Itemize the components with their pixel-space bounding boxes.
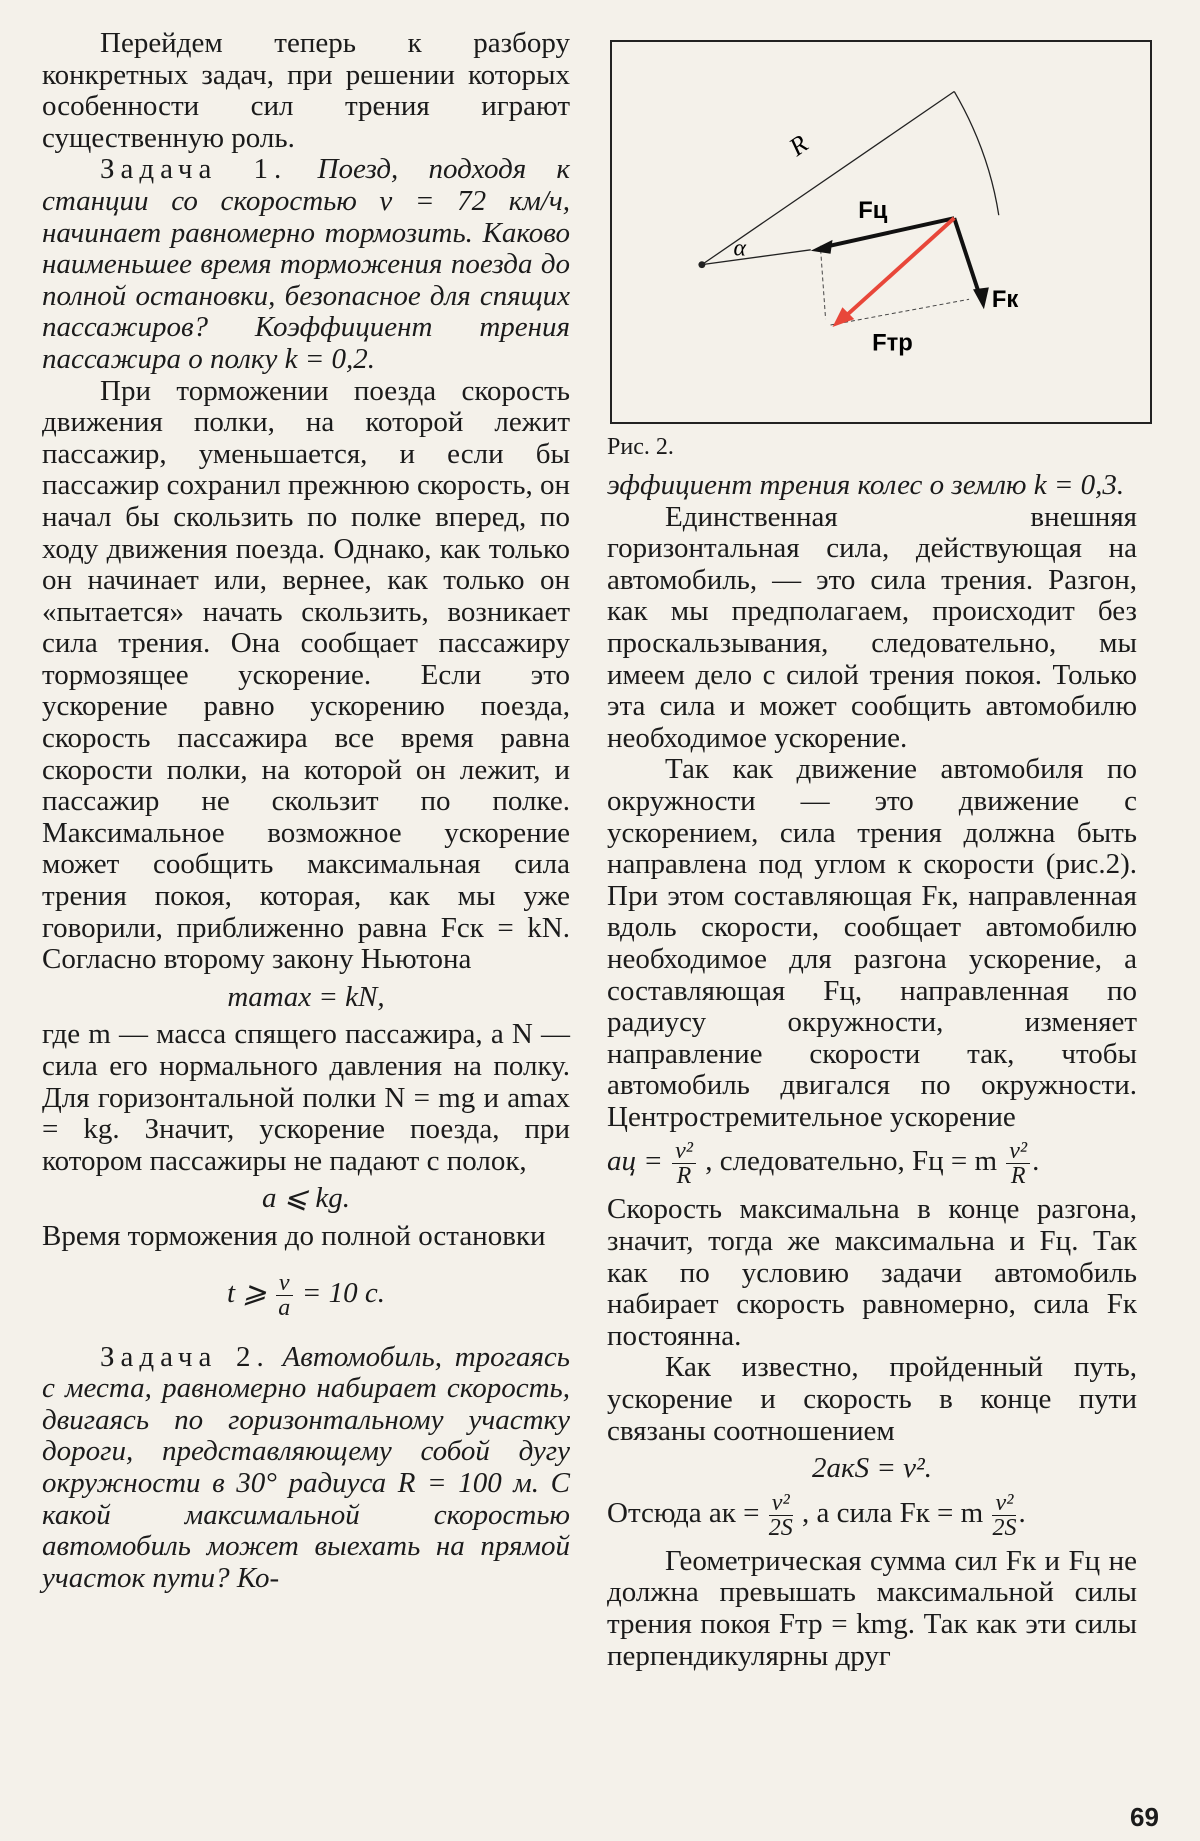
figure-caption: Рис. 2. xyxy=(607,434,674,460)
eq-ak-denominator: 2S xyxy=(768,1514,793,1541)
label-fk: Fк xyxy=(991,286,1019,314)
dashed-line-left xyxy=(821,250,826,319)
eq-fc-fraction xyxy=(1006,1139,1030,1188)
eq-ac-fraction xyxy=(672,1139,696,1188)
eq-fk-denominator: 2S xyxy=(992,1514,1017,1541)
arrow-ftr xyxy=(842,218,954,319)
arrow-fk-head xyxy=(973,287,989,309)
arrow-fc xyxy=(821,218,955,248)
eq3-numerator: v xyxy=(276,1271,293,1296)
max-speed-paragraph: Скорость максимальна в конце разгона, значит, тогда же максимальна и Fц. Так как по условию задачи автомобиль набирает скорость равномерно, сила Fк постоянна. xyxy=(607,1193,1137,1352)
eq-ac-denominator: R xyxy=(676,1163,692,1190)
friction-force-paragraph: Единственная внешняя горизонтальная сила, действующая на автомобиль, — это сила трения. Разгон, как мы предполагаем, происходит без проскальзывания, следовательно, мы имеем дело с силой трения покоя. Только эта сила и может сообщить автомобилю необходимое ускорение. xyxy=(607,500,1137,754)
equation-path: 2aкS = v². xyxy=(812,1452,932,1485)
task2-continuation: эффициент трения колес о землю k = 0,3. xyxy=(607,469,1125,501)
label-ftr: Fтр xyxy=(872,329,913,357)
braking-time-paragraph: Время торможения до полной остановки xyxy=(42,1219,546,1252)
task1-explanation-paragraph: где m — масса спящего пассажира, а N — сила его нормального давления на полку. Для горизонтальной полки N = mg и amax = kg. Значит, ускорение поезда, при котором пассажиры не падают с полок, xyxy=(42,1018,570,1177)
page-number: 69 xyxy=(1130,1802,1159,1832)
eq3-rhs: = 10 с. xyxy=(301,1276,385,1309)
force-diagram xyxy=(612,42,1150,422)
task2 xyxy=(42,1342,570,1595)
task1-label: Задача 1. xyxy=(100,153,288,186)
task1-solution-paragraph: При торможении поезда скорость движения полки, на которой лежит пассажир, уменьшается, и если бы пассажир сохранил прежнюю скорость, он начал бы скользить по полке вперед, по ходу движения поезда. Однако, как только он начинает или, вернее, как только он «пытается» начать скользить, возникает сила трения. Она сообщает пассажиру тормозящее ускорение. Если это ускорение равно ускорению поезда, скорость пассажира все время равна скорости полки, на которой он лежит, и пассажир не скользит по полке. Максимальное возможное ускорение может сообщить максимальная сила трения покоя, которая, как мы уже говорили, приближенно равна Fск = kN. Согласно второму закону Ньютона xyxy=(42,374,570,976)
eq-ak-numerator: v² xyxy=(769,1491,793,1516)
radial-line xyxy=(702,250,811,265)
right-column xyxy=(607,470,1137,1672)
eq-ac-numerator: v² xyxy=(672,1139,696,1164)
equation-acceleration-limit: a ⩽ kg. xyxy=(262,1182,350,1215)
arc xyxy=(954,91,999,215)
label-fc: Fц xyxy=(858,197,888,225)
task2-text: Автомобиль, трогаясь с места, равномерно набирает скорость, двигаясь по горизонтальному участку дороги, представляющему собой дугу окружности в 30° радиуса R = 100 м. С какой максимальной скоростью автомобиль может выехать на прямой участок пути? Ко- xyxy=(42,1340,571,1594)
figure-2 xyxy=(610,40,1152,424)
center-point xyxy=(698,261,705,268)
equation-braking-time xyxy=(42,1271,570,1320)
eq3-fraction xyxy=(276,1271,293,1320)
eq-fk-numerator: v² xyxy=(992,1491,1016,1516)
left-column xyxy=(42,28,570,1594)
eq3-lhs: t ⩾ xyxy=(227,1276,267,1309)
circular-motion-paragraph: Так как движение автомобиля по окружности — это движение с ускорением, сила трения должна быть направлена под углом к скорости (рис.2). При этом составляющая Fк, направленная вдоль скорости, сообщает автомобилю необходимое для разгона ускорение, а составляющая Fц, направленная по радиусу окружности, изменяет направление скорости так, чтобы автомобиль двигался по окружности. Центростремительное ускорение xyxy=(607,753,1137,1133)
eq-fc-denominator: R xyxy=(1010,1163,1026,1190)
arrow-fk xyxy=(954,218,981,299)
path-relation-paragraph: Как известно, пройденный путь, ускорение и скорость в конце пути связаны соотношением xyxy=(607,1351,1137,1447)
task2-label: Задача 2. xyxy=(100,1340,270,1373)
equation-centripetal: aц = $\frac{\text{v²}}{R}$ , следовательно, Fц = m $\frac{\text{v²}}{R}$ . xyxy=(607,1138,1040,1190)
vector-sum-paragraph: Геометрическая сумма сил Fк и Fц не должна превышать максимальной силы трения покоя Fтр = kmg. Так как эти силы перпендикулярны друг xyxy=(607,1544,1137,1672)
eq3-denominator: a xyxy=(278,1294,291,1321)
task1 xyxy=(42,154,570,375)
eq-fc-text: , следовательно, Fц = m xyxy=(705,1145,998,1178)
task1-text: Поезд, подходя к станции со скоростью v = 72 км/ч, начинает равномерно тормозить. Каково наименьшее время торможения поезда до полной остановки, безопасное для спящих пассажиров? Коэффициент трения пассажира о полку k = 0,2. xyxy=(42,153,570,375)
eq-ac-lhs: aц = xyxy=(607,1145,663,1178)
eq-fk-fraction xyxy=(992,1491,1016,1540)
eq-fc-numerator: v² xyxy=(1006,1139,1030,1164)
equation-newton: mamax = kN, xyxy=(227,980,385,1013)
label-alpha: α xyxy=(733,235,747,262)
equation-fk: Отсюда aк = $\frac{\text{v²}}{2S}$ , а сила Fк = m $\frac{\text{v²}}{2S}$ . xyxy=(607,1489,1026,1541)
intro-paragraph: Перейдем теперь к разбору конкретных задач, при решении которых особенности сил трения играют существенную роль. xyxy=(42,27,570,154)
eq-fk-text: , а сила Fк = m xyxy=(801,1496,984,1529)
eq-ak-fraction xyxy=(769,1491,793,1540)
label-R: R xyxy=(783,128,814,162)
arrow-fc-head xyxy=(811,240,833,254)
eq-fk-lhs: Отсюда aк = xyxy=(607,1496,760,1529)
